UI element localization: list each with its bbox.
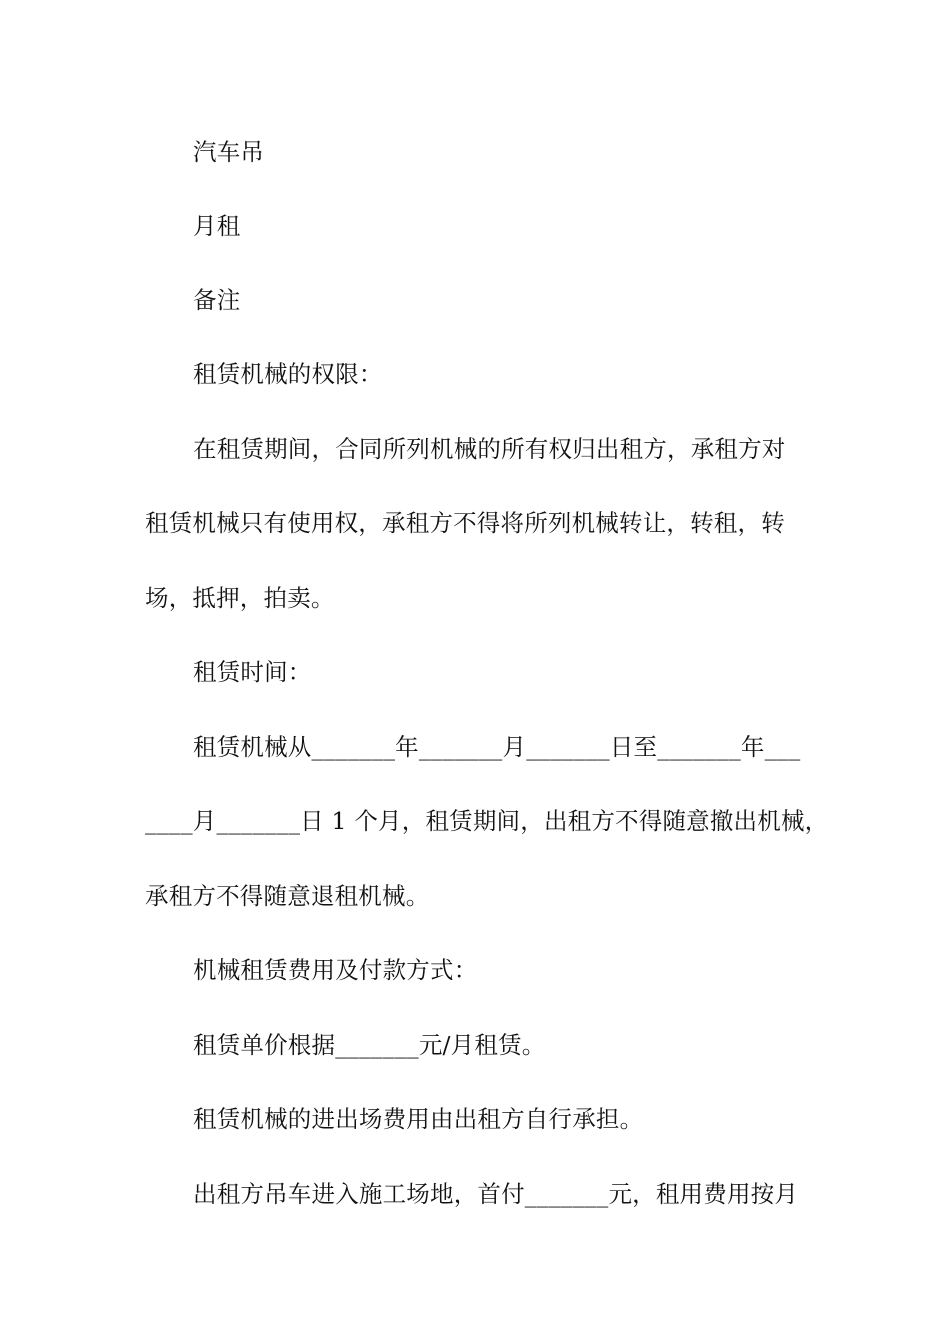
item-remarks: 备注: [193, 286, 241, 314]
paragraph-line: 租赁机械的进出场费用由出租方自行承担。: [193, 1105, 644, 1133]
paragraph-line: 出租方吊车进入施工场地，首付_______元，租用费用按月: [193, 1180, 799, 1208]
paragraph-line: 场，抵押，拍卖。: [145, 584, 335, 612]
item-monthly-rent: 月租: [193, 212, 241, 240]
paragraph-line: 租赁机械从_______年_______月_______日至_______年___: [193, 733, 801, 761]
paragraph-line: 在租赁期间，合同所列机械的所有权归出租方，承租方对: [193, 435, 786, 463]
paragraph-line: 承租方不得随意退租机械。: [145, 882, 430, 910]
paragraph-line: ____月_______日 1 个月，租赁期间，出租方不得随意撤出机械，: [145, 807, 829, 835]
section-heading-rights: 租赁机械的权限：: [193, 360, 383, 388]
section-heading-period: 租赁时间：: [193, 658, 312, 686]
section-heading-fees: 机械租赁费用及付款方式：: [193, 956, 478, 984]
item-truck-crane: 汽车吊: [193, 138, 265, 166]
paragraph-line: 租赁单价根据_______元/月租赁。: [193, 1031, 546, 1059]
paragraph-line: 租赁机械只有使用权，承租方不得将所列机械转让，转租，转: [145, 509, 785, 537]
